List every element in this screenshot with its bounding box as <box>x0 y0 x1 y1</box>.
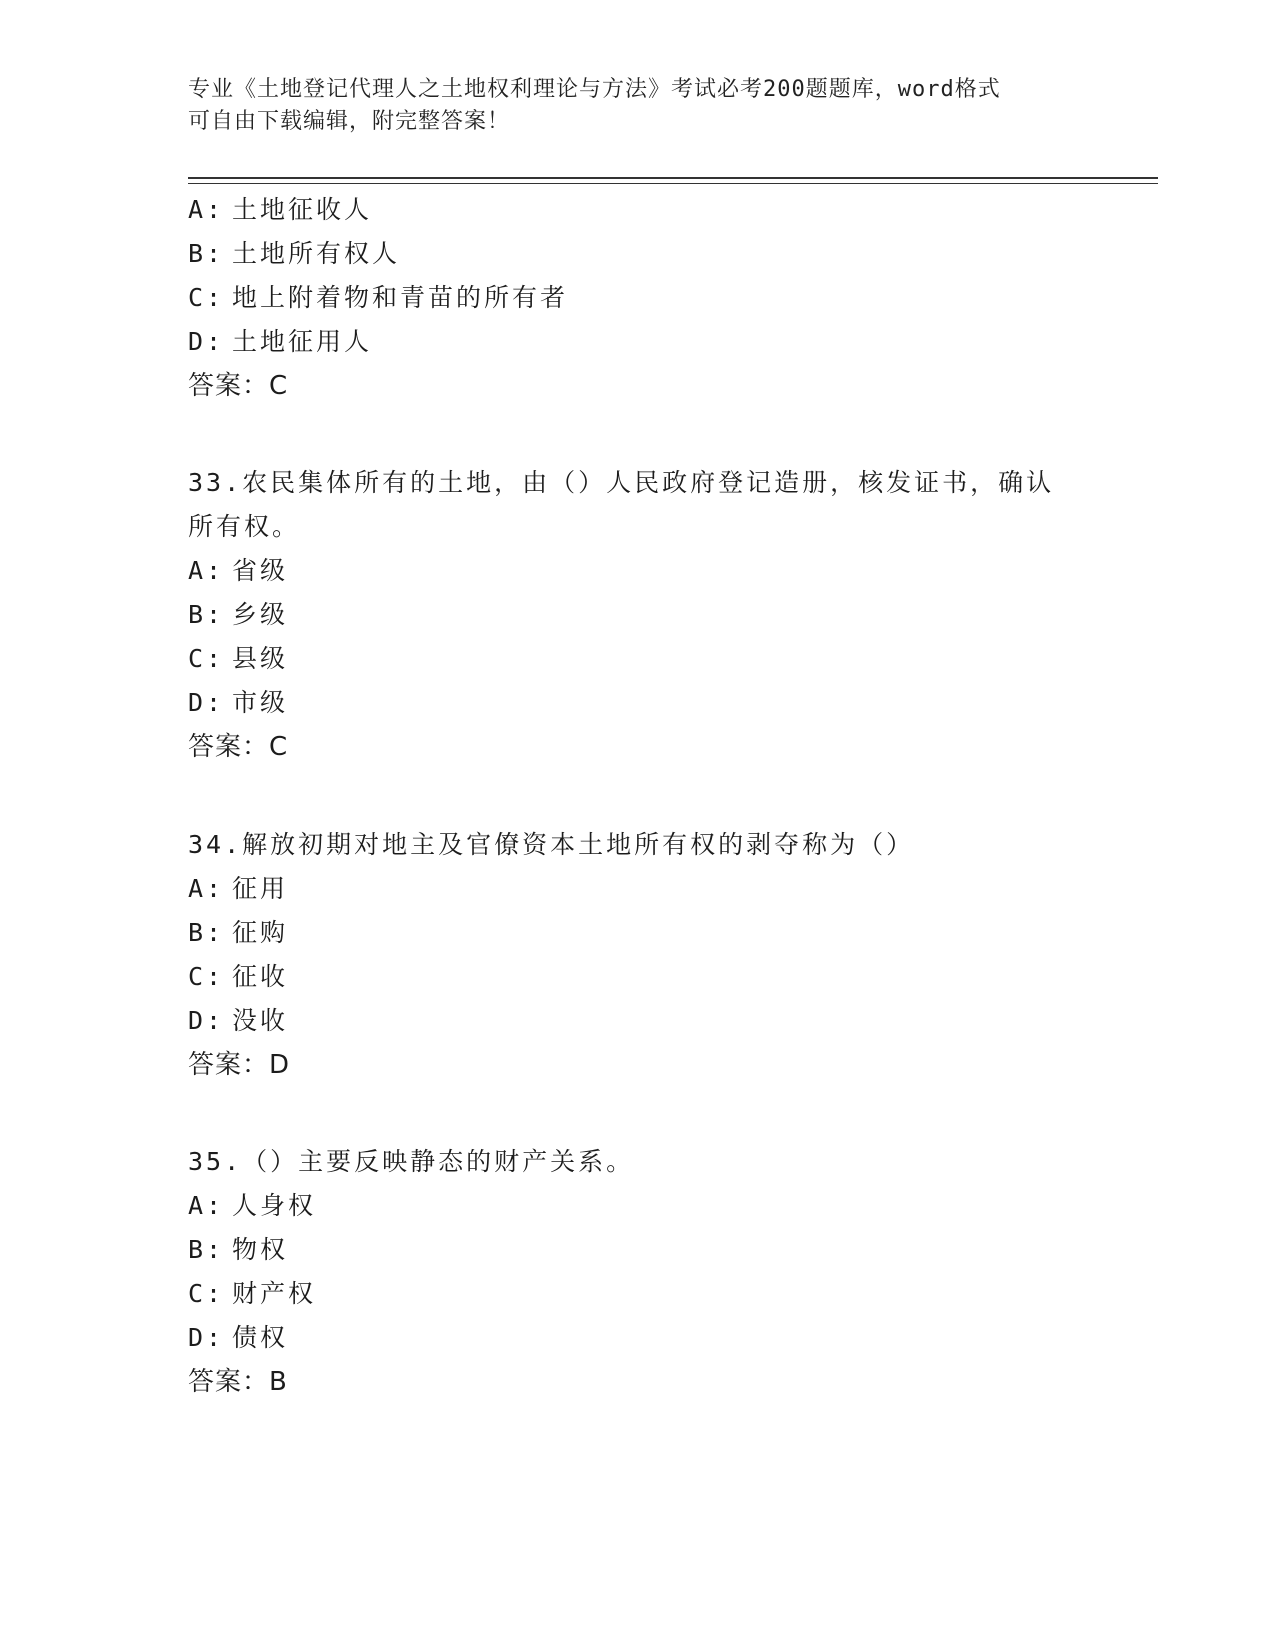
header-line-2: 可自由下载编辑，附完整答案！ <box>188 109 511 134</box>
q33-option-c <box>188 642 288 676</box>
option-letter: B: <box>188 1235 225 1264</box>
q33-option-a <box>188 554 288 588</box>
option-text: 地上附着物和青苗的所有者 <box>232 283 569 312</box>
header-divider-thin <box>188 183 1158 184</box>
option-text: 土地所有权人 <box>232 239 401 268</box>
q35-option-b <box>188 1233 288 1267</box>
option-letter: A: <box>188 195 225 224</box>
option-text: 征购 <box>232 918 289 947</box>
header-line-1: 专业《土地登记代理人之土地权利理论与方法》考试必考200题题库，word格式 <box>188 77 1001 102</box>
q32-option-c <box>188 281 568 315</box>
q33-option-b <box>188 598 288 632</box>
q33-answer: 答案：C <box>188 732 289 762</box>
option-text: 征用 <box>232 874 289 903</box>
q35-answer: 答案：B <box>188 1367 288 1397</box>
option-letter: D: <box>188 1006 225 1035</box>
document-header <box>188 74 1088 138</box>
q34-question-line-1: 34.解放初期对地主及官僚资本土地所有权的剥夺称为（） <box>188 830 915 859</box>
q34-option-d <box>188 1004 288 1038</box>
option-text: 省级 <box>232 556 289 585</box>
option-text: 征收 <box>232 962 289 991</box>
option-letter: A: <box>188 1191 225 1220</box>
q34-answer: 答案：D <box>188 1050 291 1080</box>
option-text: 物权 <box>232 1235 289 1264</box>
q33-question-line-2: 所有权。 <box>188 512 301 541</box>
q34-option-b <box>188 916 288 950</box>
option-letter: C: <box>188 644 225 673</box>
option-letter: A: <box>188 556 225 585</box>
option-letter: B: <box>188 918 225 947</box>
option-letter: C: <box>188 283 225 312</box>
q34-option-c <box>188 960 288 994</box>
q35-option-d <box>188 1321 288 1355</box>
option-letter: B: <box>188 239 225 268</box>
option-text: 财产权 <box>232 1279 317 1308</box>
option-letter: D: <box>188 1323 225 1352</box>
q35-option-c <box>188 1277 316 1311</box>
option-letter: A: <box>188 874 225 903</box>
q32-answer: 答案：C <box>188 371 289 401</box>
q32-option-a <box>188 193 372 227</box>
q32-option-b <box>188 237 400 271</box>
q34-option-a <box>188 872 288 906</box>
option-letter: C: <box>188 962 225 991</box>
q35-question-line-1: 35.（）主要反映静态的财产关系。 <box>188 1147 635 1176</box>
option-letter: B: <box>188 600 225 629</box>
option-text: 人身权 <box>232 1191 317 1220</box>
option-text: 市级 <box>232 688 289 717</box>
option-letter: D: <box>188 688 225 717</box>
option-text: 债权 <box>232 1323 289 1352</box>
header-divider-thick <box>188 177 1158 179</box>
option-letter: C: <box>188 1279 225 1308</box>
option-text: 土地征收人 <box>232 195 373 224</box>
option-text: 乡级 <box>232 600 289 629</box>
q32-option-d <box>188 325 372 359</box>
q33-option-d <box>188 686 288 720</box>
q33-question-line-1: 33.农民集体所有的土地，由（）人民政府登记造册，核发证书，确认 <box>188 468 1055 497</box>
q35-option-a <box>188 1189 316 1223</box>
option-text: 没收 <box>232 1006 289 1035</box>
option-letter: D: <box>188 327 225 356</box>
option-text: 县级 <box>232 644 289 673</box>
option-text: 土地征用人 <box>232 327 373 356</box>
